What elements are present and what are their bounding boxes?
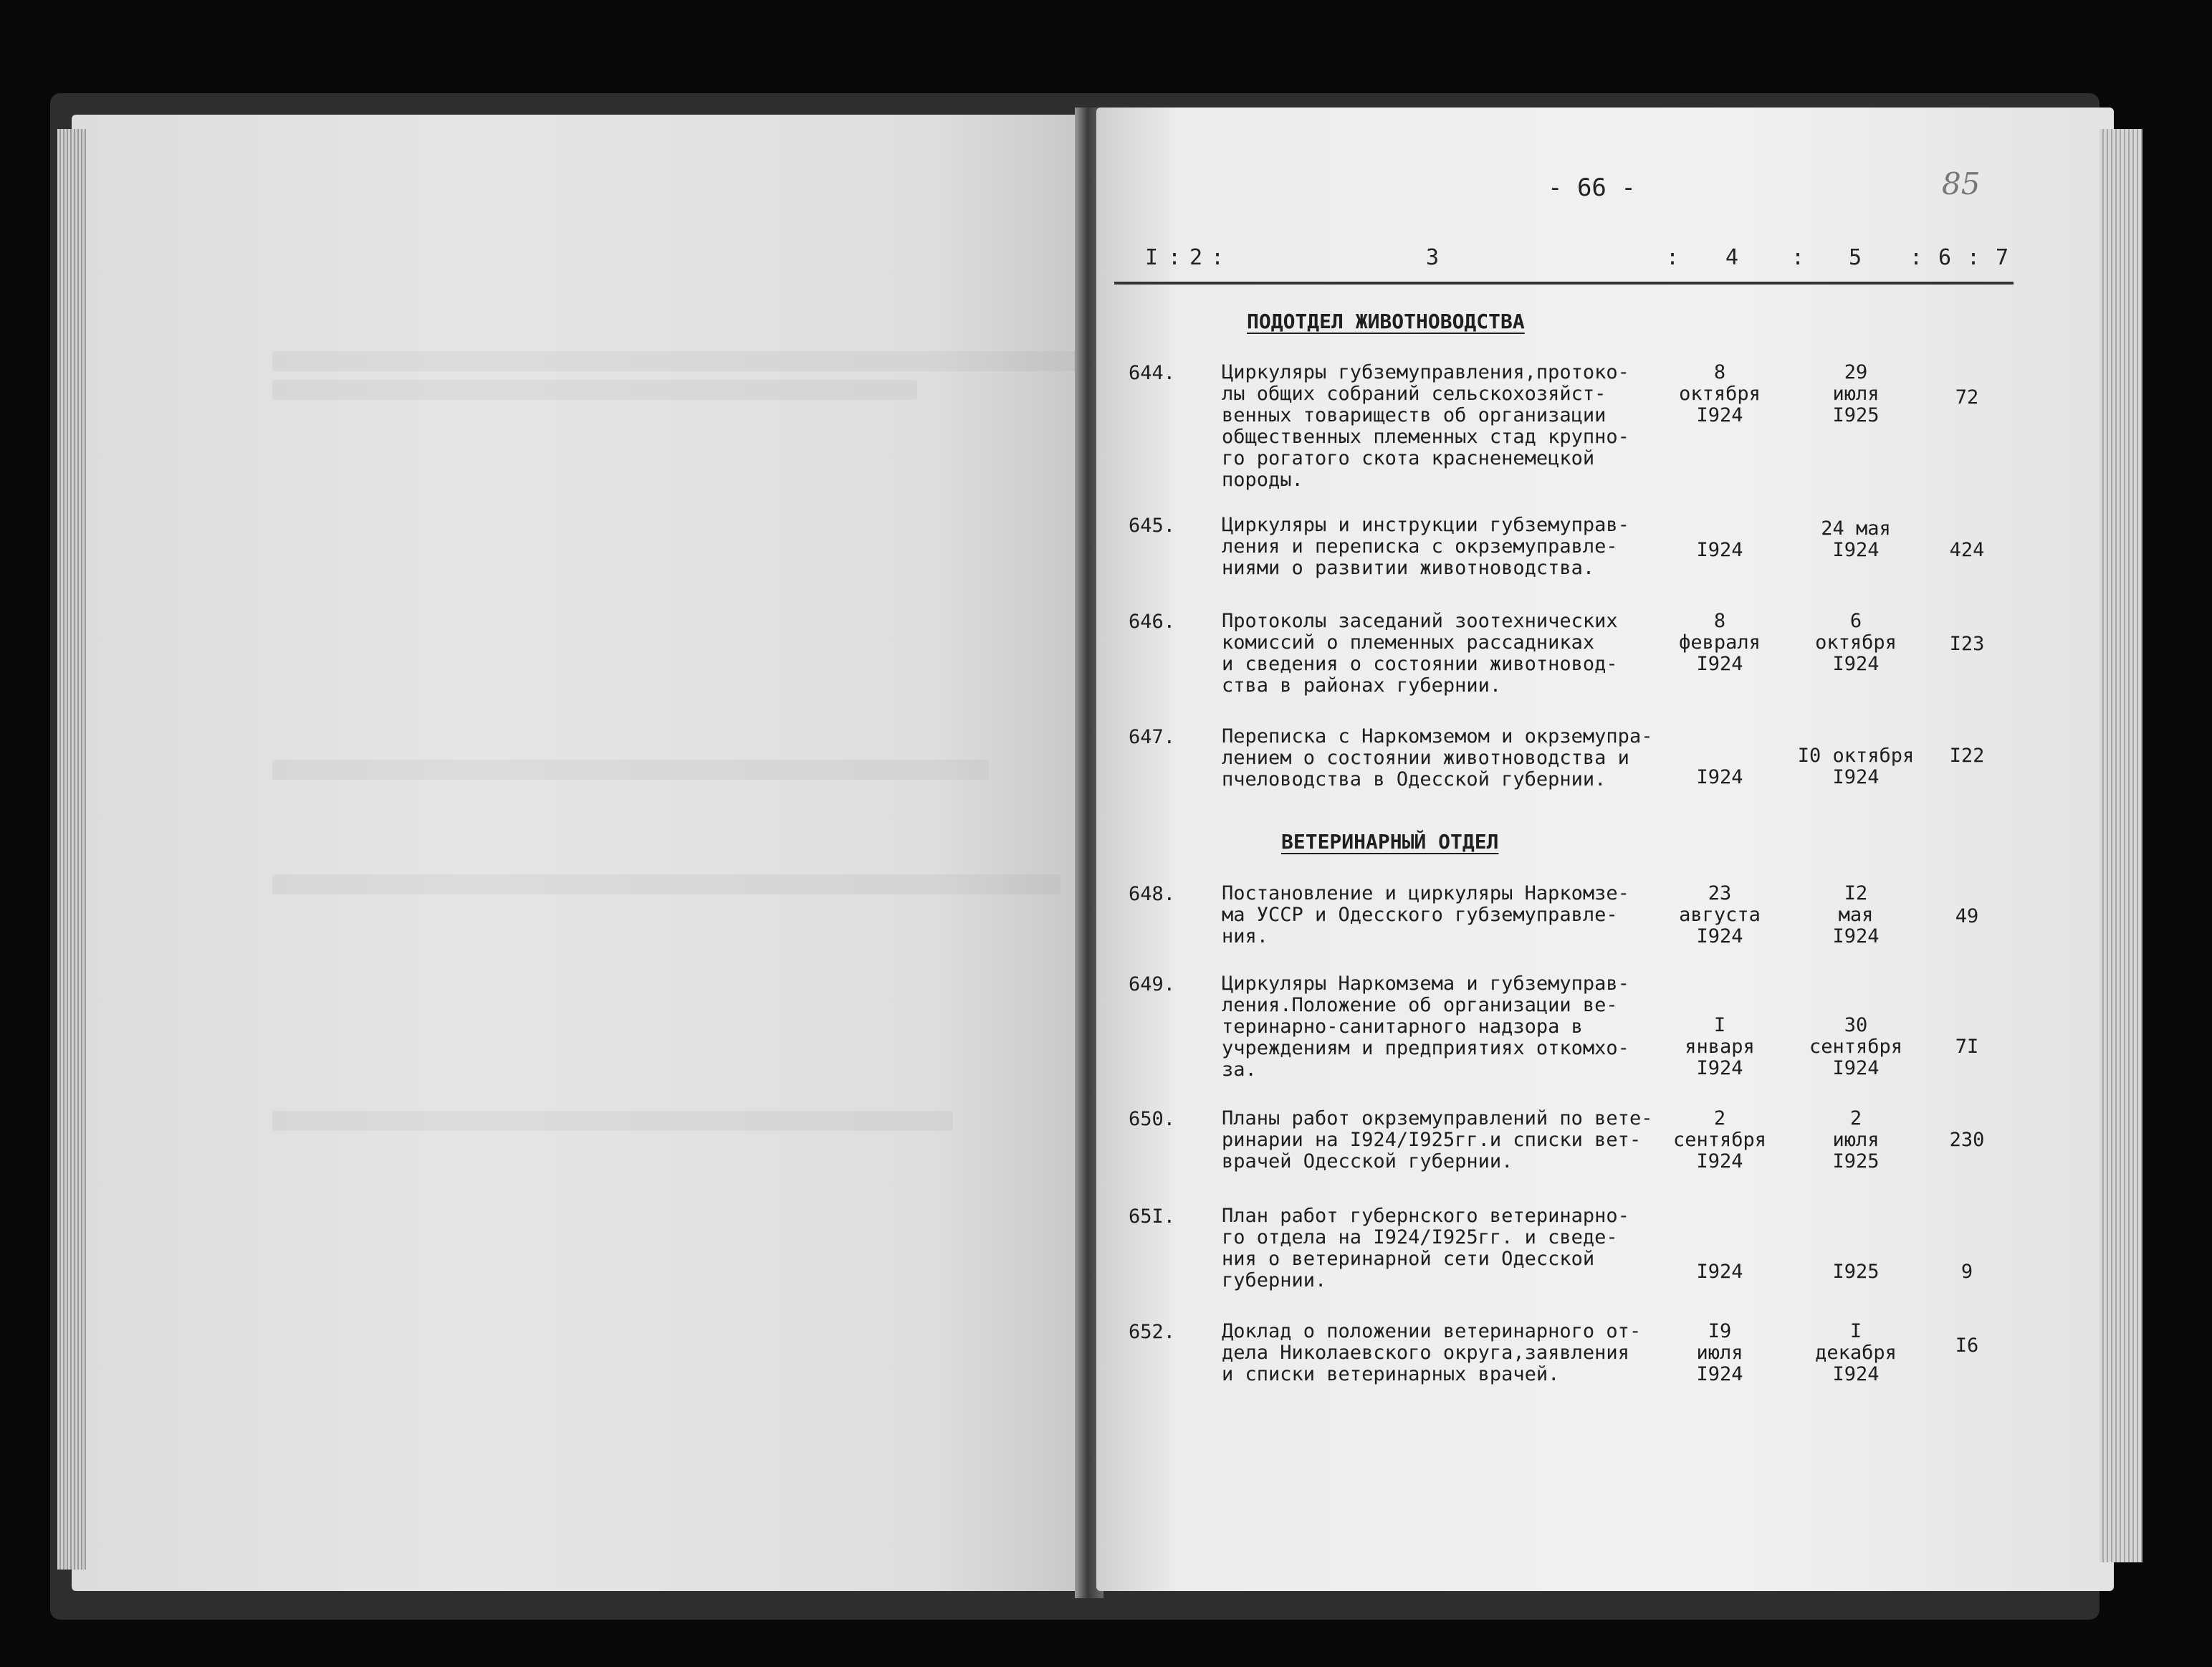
section-title: ПОДОТДЕЛ ЖИВОТНОВОДСТВА <box>1247 310 1525 333</box>
bleed-through-line <box>272 1111 953 1131</box>
entry-description: Циркуляры Наркомзема и губземуправ- ления.Положение об организации ве- теринарно-санитарного надзора в учреждениям и предприятиях откомхо- за. <box>1222 973 1629 1081</box>
entry-end-date: I925 <box>1832 1261 1880 1283</box>
entry-description: Переписка с Наркомземом и окрземупра- лением о состоянии животноводства и пчеловодства в Одесской губернии. <box>1222 725 1653 790</box>
column-header: 2 <box>1189 245 1203 270</box>
header-rule <box>1114 282 2014 285</box>
entry-end-date: 24 мая I924 <box>1821 517 1891 561</box>
entry-end-date: I2 мая I924 <box>1832 882 1880 947</box>
column-header: 5 <box>1849 245 1862 270</box>
entry-end-date: 29 июля I925 <box>1832 361 1880 426</box>
entry-end-date: 2 июля I925 <box>1832 1107 1880 1172</box>
bleed-through-line <box>272 874 1060 894</box>
section-title: ВЕТЕРИНАРНЫЙ ОТДЕЛ <box>1281 830 1499 854</box>
entry-description: Доклад о положении ветеринарного от- дела Николаевского округа,заявления и списки ветеринарных врачей. <box>1222 1320 1642 1385</box>
entry-description: Циркуляры и инструкции губземуправ- ления и переписка с окрземуправле- ниями о развитии животноводства. <box>1222 514 1629 579</box>
page-number: - 66 - <box>1548 173 1636 202</box>
column-header: 6 <box>1938 245 1952 270</box>
entry-number: 644. <box>1129 362 1176 384</box>
entry-start-date: 8 февраля I924 <box>1679 610 1761 675</box>
entry-start-date: I января I924 <box>1685 1014 1755 1079</box>
entry-start-date: I924 <box>1696 1261 1743 1283</box>
bleed-through-line <box>272 351 1096 371</box>
entry-sheet-count: 230 <box>1949 1129 1985 1151</box>
entry-end-date: 30 сентября I924 <box>1809 1014 1903 1079</box>
bleed-through-line <box>272 380 917 400</box>
entry-sheet-count: I22 <box>1949 745 1985 767</box>
entry-sheet-count: 7I <box>1955 1036 1979 1058</box>
entry-start-date: I9 июля I924 <box>1696 1320 1743 1385</box>
entry-number: 648. <box>1129 883 1176 905</box>
entry-number: 646. <box>1129 611 1176 633</box>
column-header: 7 <box>1996 245 2009 270</box>
entry-start-date: 8 октября I924 <box>1679 361 1761 426</box>
entry-start-date: 23 августа I924 <box>1679 882 1761 947</box>
column-header: 4 <box>1725 245 1739 270</box>
entry-start-date: I924 <box>1696 766 1743 788</box>
entry-number: 649. <box>1129 973 1176 995</box>
entry-description: План работ губернского ветеринарно- го отдела на I924/I925гг. и сведе- ния о ветеринарной сети Одесской губернии. <box>1222 1205 1629 1291</box>
left-page-blank <box>72 115 1082 1591</box>
entry-number: 65I. <box>1129 1205 1176 1228</box>
entry-end-date: 6 октября I924 <box>1815 610 1897 675</box>
entry-start-date: 2 сентября I924 <box>1672 1107 1767 1172</box>
entry-sheet-count: 424 <box>1949 539 1985 561</box>
entry-description: Планы работ окрземуправлений по вете- ринарии на I924/I925гг.и списки вет- врачей Одесской губернии. <box>1222 1107 1653 1172</box>
archive-folio-stamp: 85 <box>1942 166 1981 201</box>
entry-description: Циркуляры губземуправления,протоко- лы общих собраний сельскохозяйст- венных товариществ об организации общественных племенных стад крупно- го рогатого скота красненемецкой породы. <box>1222 361 1629 491</box>
entry-end-date: I0 октября I924 <box>1797 745 1915 788</box>
entry-description: Протоколы заседаний зоотехнических комиссий о племенных рассадниках и сведения о состоянии животновод- ства в районах губернии. <box>1222 610 1618 697</box>
entry-number: 647. <box>1129 726 1176 748</box>
entry-description: Постановление и циркуляры Наркомзе- ма УССР и Одесского губземуправле- ния. <box>1222 882 1629 947</box>
column-header: I <box>1145 245 1159 270</box>
entry-sheet-count: 72 <box>1955 386 1979 409</box>
entry-end-date: I декабря I924 <box>1815 1320 1897 1385</box>
entry-start-date: I924 <box>1696 539 1743 561</box>
entry-number: 650. <box>1129 1108 1176 1130</box>
column-header: 3 <box>1426 245 1440 270</box>
left-page-stack-edge <box>57 129 86 1570</box>
right-page-stack-edge <box>2100 129 2142 1562</box>
bleed-through-line <box>272 760 989 780</box>
entry-sheet-count: I23 <box>1949 633 1985 655</box>
entry-number: 652. <box>1129 1321 1176 1343</box>
entry-sheet-count: 9 <box>1960 1261 1973 1283</box>
entry-sheet-count: I6 <box>1955 1334 1979 1357</box>
entry-number: 645. <box>1129 515 1176 537</box>
entry-sheet-count: 49 <box>1955 905 1979 927</box>
